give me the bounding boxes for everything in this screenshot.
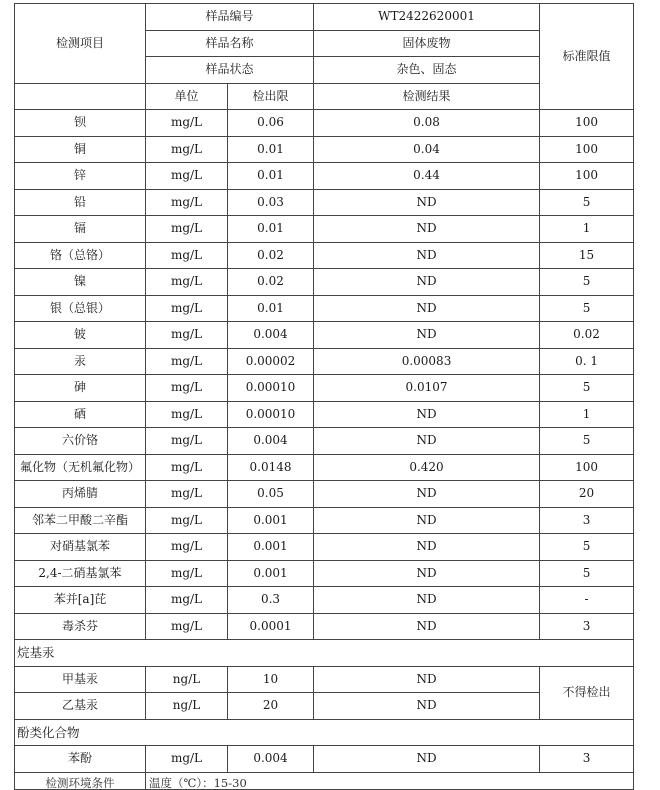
footer-row: [15, 772, 634, 789]
sample-id-value: WT2422620001: [314, 4, 540, 31]
result: ND: [314, 401, 540, 428]
table-row: [15, 560, 634, 587]
item-name: 邻苯二甲酸二辛酯: [15, 507, 146, 534]
detection-limit: 0.01: [228, 216, 314, 243]
unit: mg/L: [146, 242, 228, 269]
unit: mg/L: [146, 163, 228, 190]
item-name: 锌: [15, 163, 146, 190]
section-alkyl-mercury: 烷基汞: [15, 640, 634, 667]
standard-limit: 5: [540, 560, 634, 587]
table-row: [15, 454, 634, 481]
unit: mg/L: [146, 401, 228, 428]
condition-value-text: 温度（℃）：15-30: [149, 775, 247, 789]
result: 0.00083: [314, 348, 540, 375]
table-row: [15, 163, 634, 190]
unit: mg/L: [146, 136, 228, 163]
detection-limit: 0.02: [228, 269, 314, 296]
section-phenols: 酚类化合物: [15, 719, 634, 746]
item-name: 丙烯腈: [15, 481, 146, 508]
result: ND: [314, 693, 540, 720]
unit: mg/L: [146, 189, 228, 216]
result: ND: [314, 666, 540, 693]
detection-limit: 0.004: [228, 322, 314, 349]
table-row: [15, 110, 634, 137]
item-name: 硒: [15, 401, 146, 428]
table-row: [15, 587, 634, 614]
result: ND: [314, 216, 540, 243]
standard-limit: 3: [540, 507, 634, 534]
unit: mg/L: [146, 746, 228, 773]
detection-limit: 0.00010: [228, 401, 314, 428]
result: 0.08: [314, 110, 540, 137]
table-row: [15, 428, 634, 455]
table-row: [15, 375, 634, 402]
standard-limit: 100: [540, 454, 634, 481]
unit: mg/L: [146, 560, 228, 587]
standard-limit: 5: [540, 534, 634, 561]
detection-limit: 0.001: [228, 507, 314, 534]
standard-limit: 3: [540, 746, 634, 773]
table-row: [15, 295, 634, 322]
unit: mg/L: [146, 587, 228, 614]
detection-limit: 0.001: [228, 534, 314, 561]
standard-limit: 5: [540, 189, 634, 216]
detection-limit-header: 检出限: [228, 83, 314, 110]
standard-limit: 1: [540, 401, 634, 428]
standard-limit-header: 标准限值: [540, 4, 634, 110]
standard-limit: 100: [540, 163, 634, 190]
detection-limit: 0.004: [228, 746, 314, 773]
item-name: 六价铬: [15, 428, 146, 455]
standard-limit: 20: [540, 481, 634, 508]
result: ND: [314, 322, 540, 349]
table-row: [15, 269, 634, 296]
sample-name-value: 固体废物: [314, 30, 540, 57]
unit: mg/L: [146, 110, 228, 137]
item-name: 对硝基氯苯: [15, 534, 146, 561]
result: ND: [314, 481, 540, 508]
unit: mg/L: [146, 507, 228, 534]
unit: ng/L: [146, 693, 228, 720]
item-name: 镍: [15, 269, 146, 296]
standard-limit: 3: [540, 613, 634, 640]
table-row: [15, 348, 634, 375]
result: ND: [314, 534, 540, 561]
item-name: 铬（总铬）: [15, 242, 146, 269]
table-row: [15, 666, 634, 693]
sample-name-label: 样品名称: [146, 30, 314, 57]
detection-limit: 0.00002: [228, 348, 314, 375]
unit: mg/L: [146, 534, 228, 561]
unit: ng/L: [146, 666, 228, 693]
unit: mg/L: [146, 481, 228, 508]
unit-header: 单位: [146, 83, 228, 110]
unit: mg/L: [146, 295, 228, 322]
item-name: 苯酚: [15, 746, 146, 773]
unit: mg/L: [146, 216, 228, 243]
detection-limit: 0.03: [228, 189, 314, 216]
standard-limit: 5: [540, 375, 634, 402]
result: ND: [314, 507, 540, 534]
table-row: [15, 322, 634, 349]
detection-limit: 0.01: [228, 136, 314, 163]
result: 0.04: [314, 136, 540, 163]
standard-limit: -: [540, 587, 634, 614]
standard-limit: 15: [540, 242, 634, 269]
standard-limit: 5: [540, 269, 634, 296]
table-row: [15, 401, 634, 428]
unit: mg/L: [146, 375, 228, 402]
detection-limit: 10: [228, 666, 314, 693]
unit: mg/L: [146, 322, 228, 349]
table-row: [15, 613, 634, 640]
item-name: 镉: [15, 216, 146, 243]
result: 0.44: [314, 163, 540, 190]
standard-limit: 5: [540, 295, 634, 322]
detection-limit: 0.0148: [228, 454, 314, 481]
detection-limit: 0.3: [228, 587, 314, 614]
result: ND: [314, 295, 540, 322]
table-row: [15, 136, 634, 163]
item-name: 氟化物（无机氟化物）: [15, 454, 146, 481]
sample-id-label: 样品编号: [146, 4, 314, 31]
table-row: [15, 242, 634, 269]
item-name: 铜: [15, 136, 146, 163]
result: 0.0107: [314, 375, 540, 402]
unit: mg/L: [146, 613, 228, 640]
table-row: [15, 481, 634, 508]
result-header: 检测结果: [314, 83, 540, 110]
unit: mg/L: [146, 428, 228, 455]
detection-limit: 0.02: [228, 242, 314, 269]
detection-limit: 0.001: [228, 560, 314, 587]
item-name: 苯并[a]芘: [15, 587, 146, 614]
item-name: 铅: [15, 189, 146, 216]
standard-limit: 0.02: [540, 322, 634, 349]
item-name: 砷: [15, 375, 146, 402]
item-name: 甲基汞: [15, 666, 146, 693]
standard-limit: 1: [540, 216, 634, 243]
section-row: [15, 719, 634, 746]
standard-limit: 100: [540, 136, 634, 163]
item-name: 钡: [15, 110, 146, 137]
item-name: 铍: [15, 322, 146, 349]
unit: mg/L: [146, 269, 228, 296]
detection-limit: 0.004: [228, 428, 314, 455]
item-name: 汞: [15, 348, 146, 375]
detection-limit: 0.06: [228, 110, 314, 137]
result: 0.420: [314, 454, 540, 481]
result: ND: [314, 242, 540, 269]
condition-label-text: 检测环境条件: [45, 775, 115, 789]
result: ND: [314, 746, 540, 773]
result: ND: [314, 428, 540, 455]
detection-limit: 0.01: [228, 163, 314, 190]
standard-limit: 100: [540, 110, 634, 137]
condition-label: [15, 772, 146, 789]
sample-state-value: 杂色、固态: [314, 57, 540, 84]
result: ND: [314, 189, 540, 216]
condition-value: [146, 772, 634, 789]
standard-limit: 5: [540, 428, 634, 455]
detection-limit: 0.05: [228, 481, 314, 508]
standard-limit: 不得检出: [540, 666, 634, 719]
detection-limit: 0.00010: [228, 375, 314, 402]
detection-limit: 0.0001: [228, 613, 314, 640]
unit: mg/L: [146, 454, 228, 481]
detection-limit: 0.01: [228, 295, 314, 322]
table-row: [15, 216, 634, 243]
result: ND: [314, 587, 540, 614]
table-row: [15, 746, 634, 773]
item-header: 检测项目: [15, 4, 146, 84]
test-results-table: [14, 3, 634, 790]
result: ND: [314, 269, 540, 296]
result: ND: [314, 613, 540, 640]
section-row: [15, 640, 634, 667]
unit: mg/L: [146, 348, 228, 375]
table-row: [15, 189, 634, 216]
item-name: 银（总银）: [15, 295, 146, 322]
table-row: [15, 507, 634, 534]
detection-limit: 20: [228, 693, 314, 720]
item-name: 2,4-二硝基氯苯: [15, 560, 146, 587]
standard-limit: 0. 1: [540, 348, 634, 375]
table-row: [15, 534, 634, 561]
item-name: 乙基汞: [15, 693, 146, 720]
result: ND: [314, 560, 540, 587]
blank-header-cell: [15, 83, 146, 110]
item-name: 毒杀芬: [15, 613, 146, 640]
sample-state-label: 样品状态: [146, 57, 314, 84]
